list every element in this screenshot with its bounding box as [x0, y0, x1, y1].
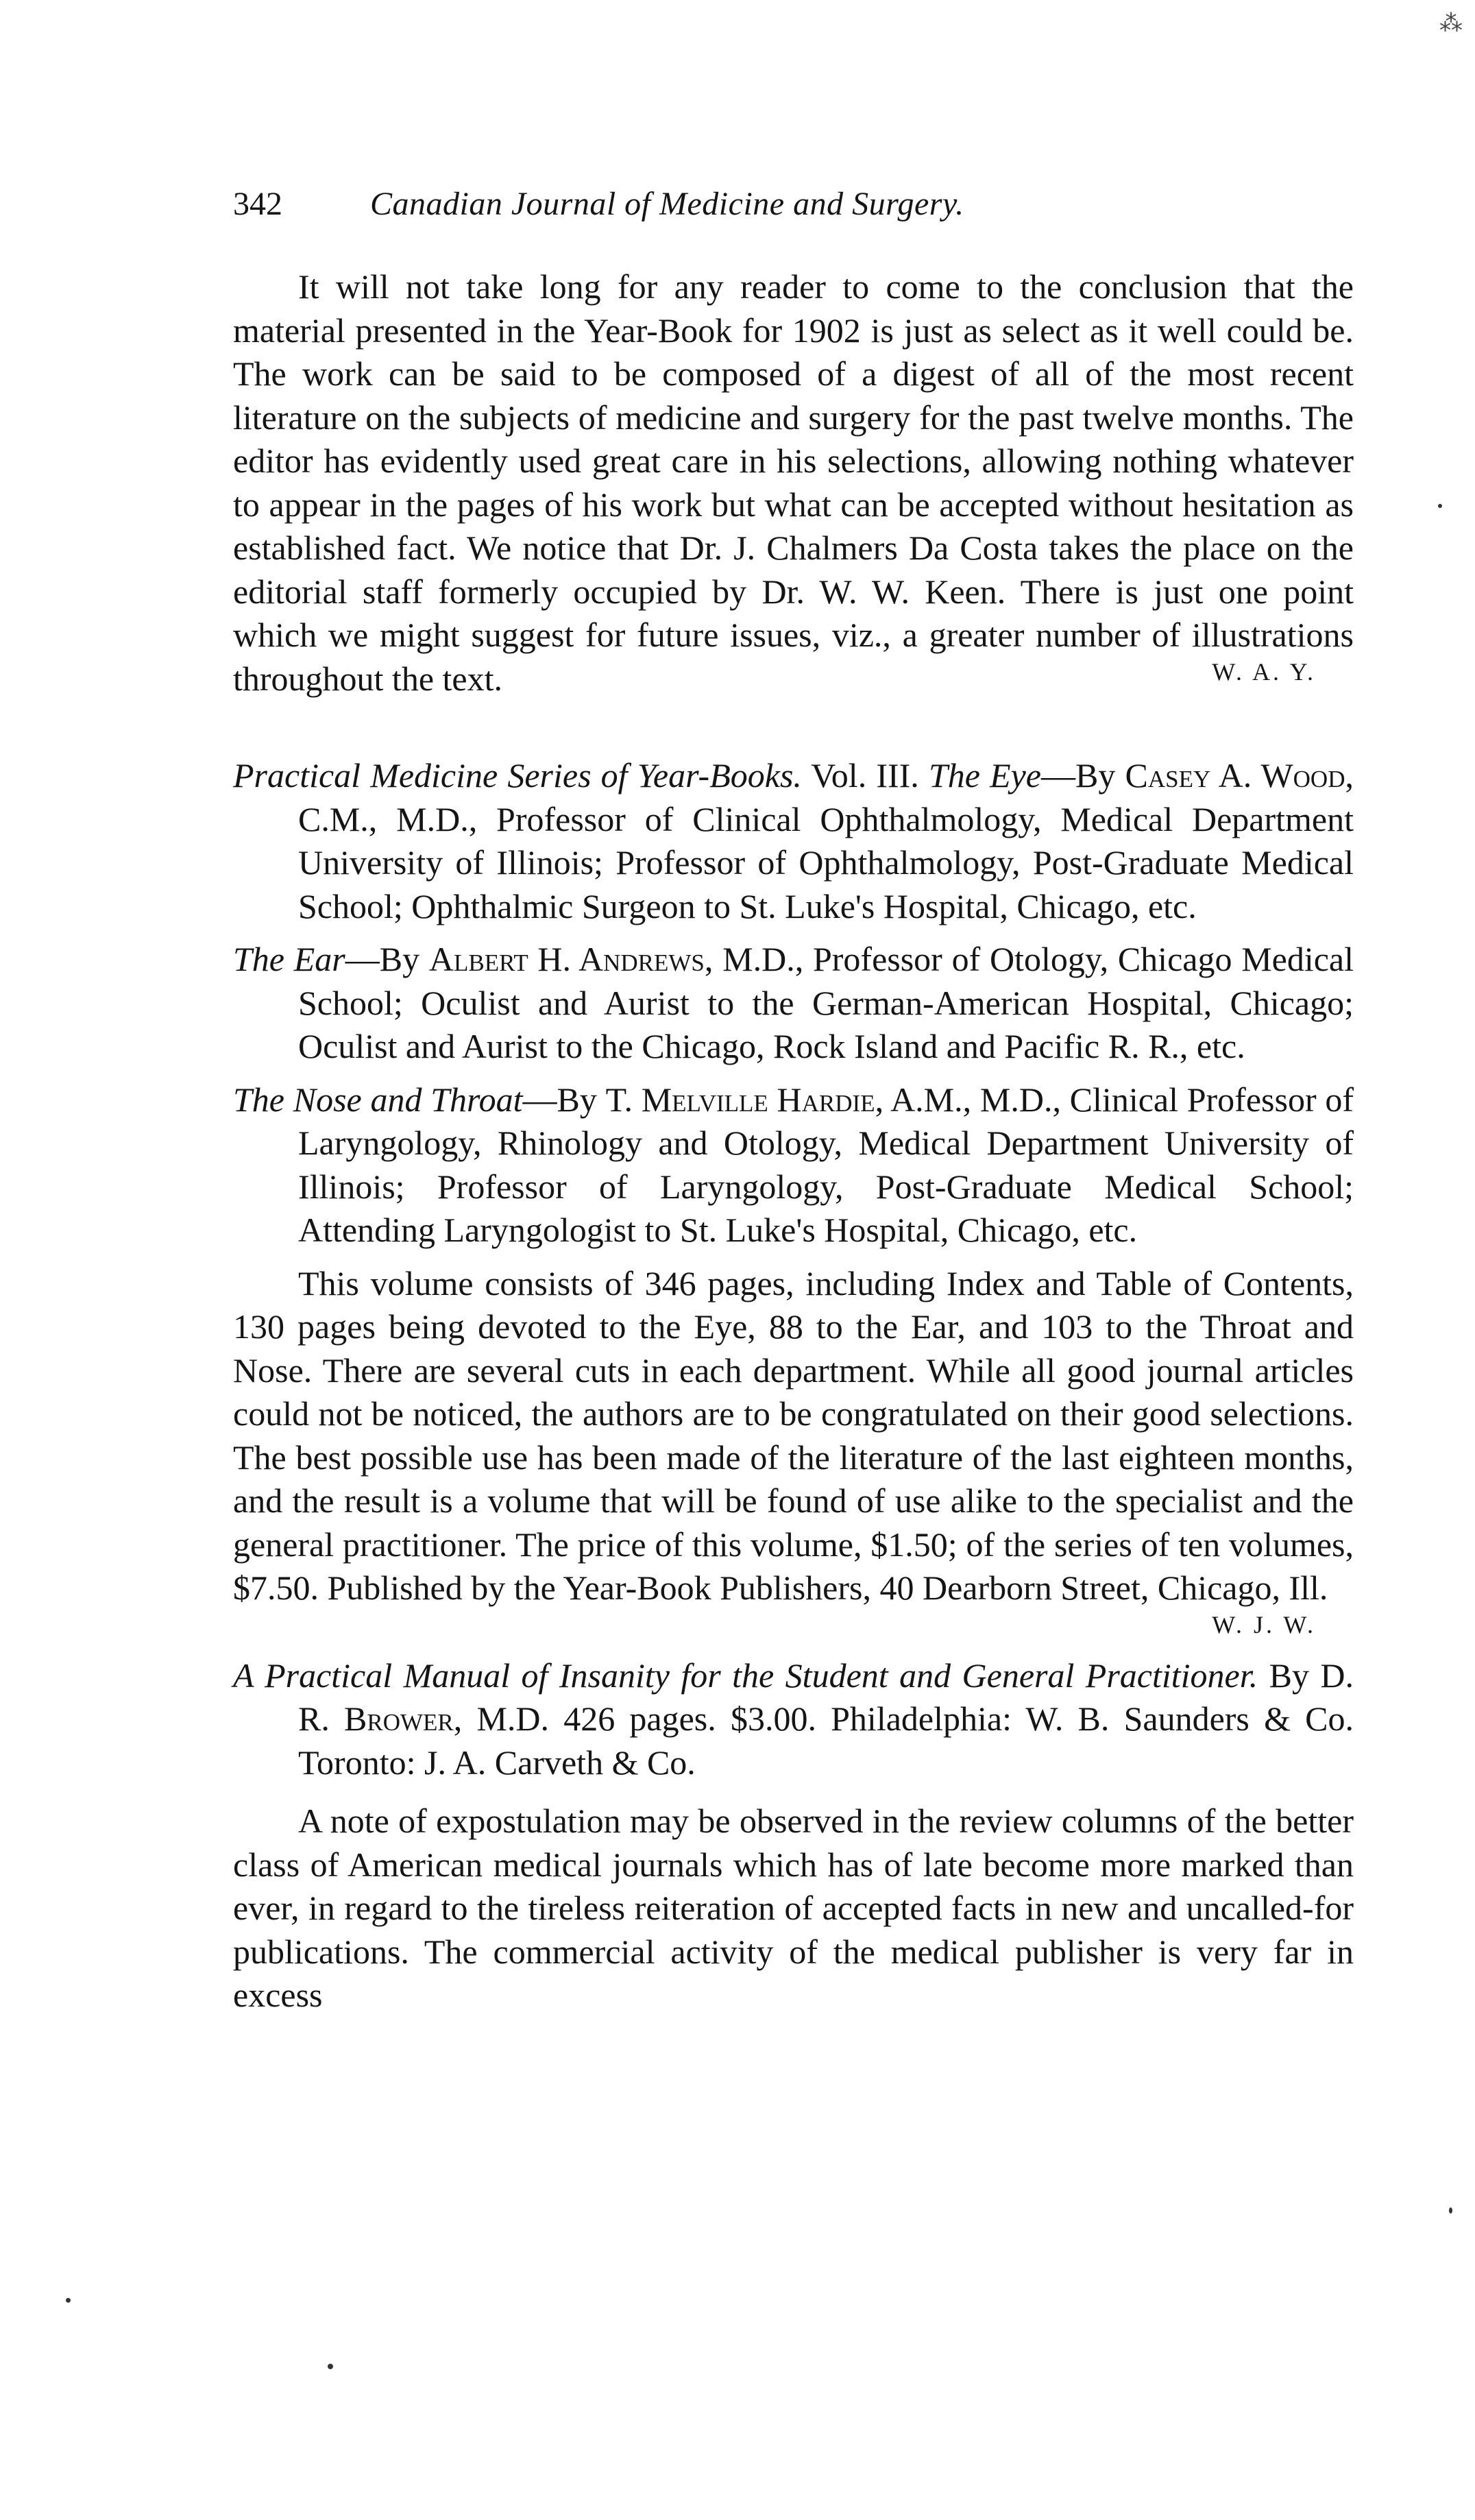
author-details-ear: M.D., Professor of Otology, Chicago Medical School; Oculist and Aurist to the German-American Hospital, Chicago; Oculist and Aurist to the Chicago, Rock Island and Pacific R. R., etc. — [298, 940, 1354, 1065]
review-paragraph-2: This volume consists of 346 pages, including Index and Table of Contents, 130 pages being devoted to the Eye, 88 to the Ear, and 103 to the Throat and Nose. There are several cuts in each department. While all good journal articles could not be noticed, the authors are to be congratulated on their good selections. The best possible use has been made of the literature of the last eighteen months, and the result is a volume that will be found of use alike to the specialist and the general practitioner. The price of this volume, $1.50; of the series of ten volumes, $7.50. Published by the Year-Book Publishers, 40 Dearborn Street, Chicago, Ill. — [233, 1263, 1354, 1607]
page-number: 342 — [233, 186, 282, 222]
by-text: —By — [522, 1080, 597, 1119]
publication-details-insanity: M.D. 426 pages. $3.00. Philadelphia: W. B. Saunders & Co. Toronto: J. A. Carveth & Co. — [298, 1699, 1354, 1782]
book-title-insanity: A Practical Manual of Insanity for the Student and General Practitioner. — [233, 1656, 1258, 1695]
reviewer-signature-2: W. J. W. — [1212, 1610, 1316, 1638]
reviewer-signature-1: W. A. Y. — [1212, 658, 1316, 686]
section-title-nose-throat: The Nose and Throat — [233, 1080, 523, 1119]
by-text: By D. R. — [298, 1656, 1354, 1738]
corner-mark: ⁂ — [1439, 10, 1463, 37]
by-text: —By — [345, 940, 420, 978]
ink-speck — [1438, 504, 1442, 508]
section-title-eye: The Eye — [928, 756, 1041, 795]
series-title: Practical Medicine Series of Year-Books. — [233, 756, 802, 795]
running-title: Canadian Journal of Medicine and Surgery. — [370, 186, 964, 222]
author-name-ear: Albert H. Andrews, — [428, 940, 714, 978]
author-details-nose-throat: A.M., M.D., Clinical Professor of Laryngology, Rhinology and Otology, Medical Department University of Illinois; Professor of Laryngology, Post-Graduate Medical School; Attending Laryngologist to St. Luke's Hospital, Chicago, etc. — [298, 1080, 1354, 1249]
book-entry-eye — [233, 754, 1354, 928]
ink-speck — [328, 2364, 333, 2369]
author-details-eye: C.M., M.D., Professor of Clinical Ophthalmology, Medical Department University of Illinois; Professor of Ophthalmology, Post-Graduate Medical School; Ophthalmic Surgeon to St. Luke's Hospital, Chicago, etc. — [298, 799, 1354, 925]
author-name-nose-throat: T. Melville Hardie, — [605, 1080, 884, 1119]
ink-speck — [1449, 2207, 1452, 2214]
author-name-eye: Casey A. Wood, — [1125, 756, 1354, 795]
review-paragraph-3: A note of expostulation may be observed in the review columns of the better class of American medical journals which has of late become more marked than ever, in regard to the tireless reiteration of accepted facts in new and uncalled-for publications. The commercial activity of the medical publisher is very far in excess — [233, 1802, 1354, 2014]
book-entry-nose-throat — [233, 1078, 1354, 1252]
by-text: —By — [1041, 756, 1116, 795]
journal-page — [233, 185, 1354, 2018]
book-entry-ear — [233, 938, 1354, 1069]
review-paragraph-1: It will not take long for any reader to come to the conclusion that the material presented in the Year-Book for 1902 is just as select as it well could be. The work can be said to be composed of a digest of all of the most recent literature on the subjects of medicine and surgery for the past twelve months. The editor has evidently used great care in his selections, allowing nothing whatever to appear in the pages of his work but what can be accepted without hesitation as established fact. We notice that Dr. J. Chalmers Da Costa takes the place on the editorial staff formerly occupied by Dr. W. W. Keen. There is just one point which we might suggest for future issues, viz., a greater number of illustrations throughout the text. — [233, 267, 1354, 698]
author-name-insanity: Brower, — [344, 1699, 463, 1738]
section-title-ear: The Ear — [233, 940, 345, 978]
ink-speck — [66, 2298, 71, 2303]
book-entry-insanity — [233, 1654, 1354, 1785]
page-header — [233, 185, 1354, 223]
volume-label: Vol. III. — [811, 756, 919, 795]
